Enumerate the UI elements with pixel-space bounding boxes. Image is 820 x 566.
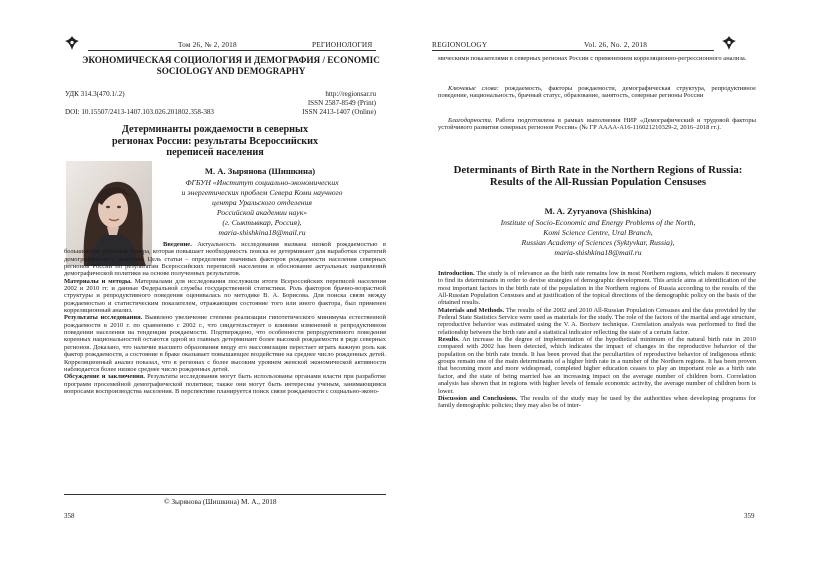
affiliation-line: Institute of Socio-Economic and Energy Problems of the North, <box>500 218 696 227</box>
author-affiliation <box>162 178 362 237</box>
methods-text: The results of the 2002 and 2010 All-Russian Population Censuses and the data provided by the Federal State Statistics Service were used as materials for the study. The role of the factors of the marital and age structure, reproductive behavior was estimated using the V. A. Borisov technique. Correlation analysis was performed to find the relationship between the birth rate and a statistical indicator reflecting the state of a certain factor. <box>438 306 756 336</box>
keywords-label: Ключевые слова: <box>448 85 499 92</box>
intro-label: Введение. <box>163 241 192 248</box>
results-text: An increase in the degree of implementation of the hypothetical minimum of the natural birth rate in 2010 compared with 2002 has been detected, which indicates the impact of changes in the reproductive behavior of the population on the birth rate trends. It has been proved that the peculiarities of reproductive behavior of indigenous ethnic groups remain one of the main determinants of a higher birth rate in a number of the Northern regions. It has been proven that becoming more and more widespread, completed higher education ceases to play an important role as a birth rate factor, and the state of being married has an increasing impact on the average number of children born. Correlation analysis has shown that in regions with higher levels of female economic activity, the average number of children born is lower. <box>438 336 756 395</box>
methods-label: Materials and Methods. <box>438 306 505 314</box>
doi[interactable]: DOI: 10.15507/2413-1407.103.026.201802.358-383 <box>65 108 214 116</box>
affiliation-line: центра Уральского отделения <box>212 197 312 207</box>
results-label: Results. <box>438 336 460 344</box>
affiliation-line: ФГБУН «Институт социально-экономических <box>185 178 339 187</box>
abstract-en <box>438 270 756 410</box>
methods-label: Материалы и методы. <box>64 277 132 285</box>
right-page <box>410 0 820 566</box>
fleuron-ornament-icon <box>64 35 80 51</box>
author-name: М. А. Зырянова (Шишкина) <box>204 166 316 176</box>
author-affiliation-en <box>442 218 754 258</box>
page-number-right: 359 <box>744 512 755 520</box>
discussion-text: The results of the study may be used by the authorities when developing programs for family demographic policies; they may also be of inter- <box>438 394 756 410</box>
footnote-rule <box>64 494 386 495</box>
running-head-volume: Том 26, № 2, 2018 <box>178 40 237 49</box>
udc-code: УДК 314.3(470.1/.2) <box>65 90 125 98</box>
issn-print: ISSN 2587-8549 (Print) <box>307 99 376 107</box>
header-rule <box>88 50 376 51</box>
discussion-label: Обсуждение и заключения. <box>64 373 145 381</box>
affiliation-line: (г. Сыктывкар, Россия), <box>222 217 302 227</box>
affiliation-line: Komi Science Centre, Ural Branch, <box>543 227 653 237</box>
results-text: Выявлено увеличение степени реализации гипотетического минимума естественной рождаемости в 2010 г. по сравнению с 2002 г., что свидетельствует о влиянии изменений в репродуктивном поведении населения на тенденции рождаемости. Подтверждено, что особенности репродуктивного поведения коренных национальностей остаются одной из главных детерминант более высокой рождаемости в ряде северных регионов. Доказано, что наличие высшего образования вводу его массовизации перестает играть важную роль как фактор рождаемости, а состояние в браке оказывает повышающее воздействие на среднее число рожденных детей. Корреляционный анализ показал, что в регионах с более высоким уровнем женской экономической активности наблюдается более низкое среднее число рожденных детей. <box>64 314 386 373</box>
intro-text: Актуальность исследования вызвана низкой рождаемостью в большинстве регионов Севера, которая повышает необходимость поиска ее детерминант для выработки стратегий демографического развития. Цель статьи – определение значимых факторов рождаемости населения северных регионов России по результатам Всероссийских переписей населения и обоснование актуальных направлений демографической политики на основе полученных результатов. <box>64 241 386 278</box>
issn-online: ISSN 2413-1407 (Online) <box>302 108 376 116</box>
intro-text: The study is of relevance as the birth rate remains low in most Northern regions, which makes it necessary to find its determinants in order to devise strategies of demographic development. This article aims at identification of the most important factors in the birth rate of the population in the Northern regions of Russia according to the results of the All-Russian Population Censuses and at justification of the topical directions of the demographic policy on the basis of the obtained results. <box>438 270 756 307</box>
discussion-text: Результаты исследования могут быть использованы органами власти при разработке программ просемейной демографической политики; также они могут быть интересны ученым, занимающимся вопросами воспроизводства населения. В перспективе планируется поиск связи рождаемости с социально-эконо- <box>64 373 386 395</box>
fleuron-ornament-icon <box>721 35 737 51</box>
methods-text: Материалами для исследования послужили итоги Всероссийских переписей населения 2002 и 2010 гг. и данные Федеральной службы государственной статистики. Роль факторов брачно-возрастной структуры и репродуктивного поведения оценивалась по методике В. А. Борисова. Для поиска связи между рождаемостью и статистическим показателем, отражающим состояние того или иного фактора, был применен корреляционный анализ. <box>64 277 386 315</box>
acknowledgements-text: Работа подготовлена в рамках выполнения НИР «Демографический и трудовой факторы устойчивого развития северных регионов России» (№ ГР АААА-А16-116021210329-2, 2016–2018 гг.). <box>438 117 756 132</box>
keywords-text: рождаемость, факторы рождаемости, демографическая структура, репродуктивное поведение, национальность, брачный статус, образование, занятость, северные регионы России <box>438 85 756 100</box>
keywords-block <box>438 85 756 100</box>
affiliation-line: и энергетических проблем Севера Коми научного <box>181 187 343 197</box>
acknowledgements-block <box>438 117 756 132</box>
header-rule <box>432 50 714 51</box>
abstract-continuation: мическими показателями в северных регионах России с применением корреляционно-регрессионного анализа. <box>438 55 747 62</box>
results-label: Результаты исследования. <box>64 314 143 322</box>
copyright-notice: © Зырянова (Шишкина) М. А., 2018 <box>164 497 277 506</box>
abstract-ru <box>64 241 386 395</box>
section-title: ЭКОНОМИЧЕСКАЯ СОЦИОЛОГИЯ И ДЕМОГРАФИЯ / ECONOMIC SOCIOLOGY AND DEMOGRAPHY <box>82 55 380 76</box>
article-title-en: Determinants of Birth Rate in the Northern Regions of Russia: Results of the All-Russian Population Censuses <box>453 164 743 188</box>
page-number-left: 358 <box>64 512 75 520</box>
author-email[interactable]: maria-shishkina18@mail.ru <box>554 247 642 257</box>
journal-url[interactable]: http://regionsar.ru <box>325 90 376 98</box>
running-head-section: REGIONOLOGY <box>432 40 488 49</box>
discussion-label: Discussion and Conclusions. <box>438 394 518 402</box>
article-title-ru: Детерминанты рождаемости в северных регионах России: результаты Всероссийских переписей населения <box>111 124 319 158</box>
affiliation-line: Russian Academy of Sciences (Syktyvkar, Russia), <box>521 237 675 247</box>
affiliation-line: Российской академии наук» <box>216 207 308 217</box>
author-email[interactable]: maria-shishkina18@mail.ru <box>218 227 306 237</box>
acknowledgements-label: Благодарности. <box>448 117 493 124</box>
author-name-en: M. A. Zyryanova (Shishkina) <box>544 206 652 216</box>
running-head-volume: Vol. 26, No. 2, 2018 <box>584 40 648 49</box>
intro-label: Introduction. <box>438 270 475 277</box>
running-head-section: РЕГИОНОЛОГИЯ <box>312 40 373 49</box>
